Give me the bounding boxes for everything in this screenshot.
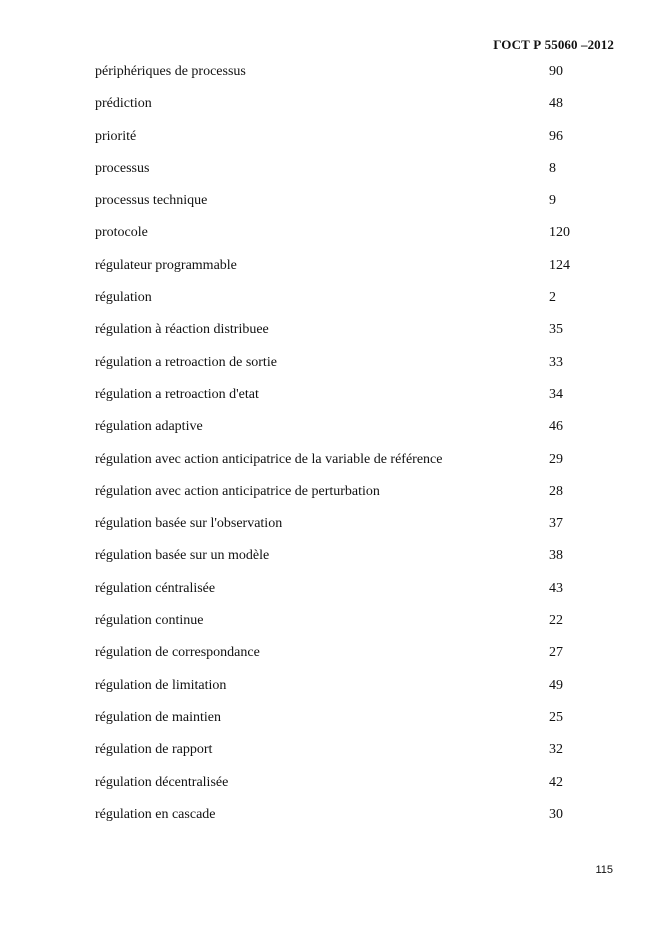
index-reference: 90 xyxy=(549,64,563,79)
index-term: régulation basée sur un modèle xyxy=(95,548,270,564)
index-term: prédiction xyxy=(95,96,152,112)
index-entry xyxy=(95,127,615,159)
index-reference: 38 xyxy=(549,548,563,564)
index-entry xyxy=(95,320,615,352)
index-entry xyxy=(95,708,615,740)
index-term: régulation continue xyxy=(95,613,204,629)
index-term: régulation à réaction distribuee xyxy=(95,322,269,338)
index-reference: 22 xyxy=(549,613,563,629)
index-term: régulation a retroaction de sortie xyxy=(95,354,277,370)
index-reference: 96 xyxy=(549,128,563,144)
index-entry xyxy=(95,740,615,772)
index-reference: 30 xyxy=(549,806,563,822)
index-term: régulation céntralisée xyxy=(95,580,216,596)
index-term: protocole xyxy=(95,225,148,241)
index-reference: 29 xyxy=(549,451,563,467)
index-entry xyxy=(95,385,615,417)
index-entry xyxy=(95,94,615,126)
index-term: périphériques de processus xyxy=(95,64,246,79)
document-code-header: ГОСТ Р 55060 –2012 xyxy=(493,37,614,52)
index-entry xyxy=(95,417,615,449)
index-entry xyxy=(95,546,615,578)
index-entry xyxy=(95,482,615,514)
index-entry xyxy=(95,191,615,223)
index-reference: 124 xyxy=(549,257,570,273)
index-term: régulation de maintien xyxy=(95,709,221,725)
index-entry xyxy=(95,450,615,482)
index-entry xyxy=(95,62,615,94)
index-reference: 33 xyxy=(549,354,563,370)
index-term: régulation de correspondance xyxy=(95,645,260,661)
index-reference: 37 xyxy=(549,516,563,532)
index-term: régulation avec action anticipatrice de la variable de référence xyxy=(95,451,443,467)
index-term: processus technique xyxy=(95,193,208,209)
index-entry xyxy=(95,773,615,805)
index-term: régulation basée sur l'observation xyxy=(95,516,283,532)
index-reference: 9 xyxy=(549,193,556,209)
index-reference: 35 xyxy=(549,322,563,338)
index-entry xyxy=(95,256,615,288)
index-term: régulateur programmable xyxy=(95,257,237,273)
index-reference: 2 xyxy=(549,290,556,306)
index-reference: 49 xyxy=(549,677,563,693)
index-reference: 32 xyxy=(549,742,563,758)
index-reference: 28 xyxy=(549,483,563,499)
index-entry xyxy=(95,353,615,385)
index-reference: 8 xyxy=(549,160,556,176)
index-reference: 46 xyxy=(549,419,563,435)
index-entry xyxy=(95,643,615,675)
index-term: régulation en cascade xyxy=(95,806,216,822)
index-list xyxy=(95,62,615,837)
index-entry xyxy=(95,514,615,546)
index-term: processus xyxy=(95,160,150,176)
index-reference: 34 xyxy=(549,386,563,402)
index-term: régulation décentralisée xyxy=(95,774,229,790)
index-term: régulation adaptive xyxy=(95,419,203,435)
index-term: régulation avec action anticipatrice de perturbation xyxy=(95,483,380,499)
index-entry xyxy=(95,611,615,643)
index-term: priorité xyxy=(95,128,137,144)
index-term: régulation de rapport xyxy=(95,742,213,758)
page-number: 115 xyxy=(595,864,613,876)
index-reference: 48 xyxy=(549,96,563,112)
index-entry xyxy=(95,805,615,837)
index-entry xyxy=(95,676,615,708)
index-term: régulation xyxy=(95,290,152,306)
index-reference: 25 xyxy=(549,709,563,725)
index-entry xyxy=(95,159,615,191)
index-entry xyxy=(95,223,615,255)
index-reference: 120 xyxy=(549,225,570,241)
index-reference: 42 xyxy=(549,774,563,790)
index-reference: 43 xyxy=(549,580,563,596)
index-entry xyxy=(95,288,615,320)
index-term: régulation de limitation xyxy=(95,677,227,693)
index-reference: 27 xyxy=(549,645,563,661)
index-term: régulation a retroaction d'etat xyxy=(95,386,259,402)
index-entry xyxy=(95,579,615,611)
